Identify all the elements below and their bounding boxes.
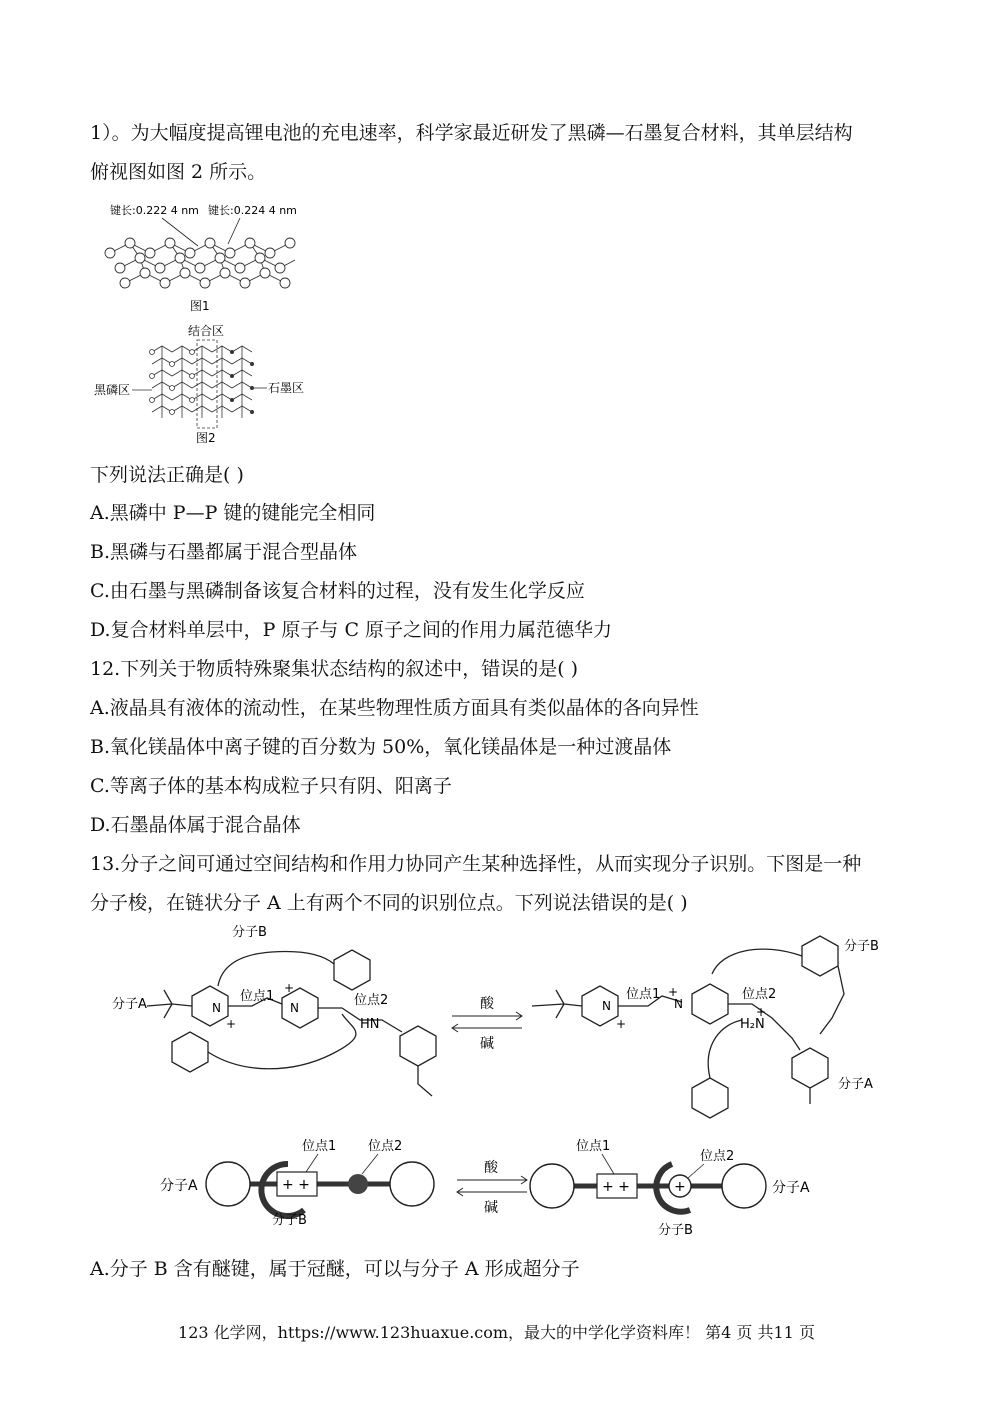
q11-stem-line2: 俯视图如图 2 所示。 <box>90 161 267 183</box>
molecular-shuttle-figure <box>92 924 922 1244</box>
bond-length-label-2: 键长:0.224 4 nm <box>208 204 297 217</box>
page-footer: 123 化学网，https://www.123huaxue.com，最大的中学化学资料库！ 第4 页 共11 页 <box>178 1323 815 1342</box>
site1-label-left: 位点1 <box>240 989 275 1004</box>
molecule-b-label-schematic-left: 分子B <box>272 1213 307 1228</box>
site1-label-right: 位点1 <box>626 987 661 1002</box>
plus-signs-left: + + <box>282 1177 310 1193</box>
hn-label: HN <box>360 1017 380 1032</box>
n-label-right-2: N <box>674 997 683 1011</box>
acid-label-top: 酸 <box>480 996 494 1012</box>
molecule-a-label-right: 分子A <box>838 1077 873 1092</box>
figure-1-caption: 图1 <box>190 299 210 313</box>
q11-option-b: B.黑磷与石墨都属于混合型晶体 <box>90 541 358 563</box>
figure-1-black-phosphorus <box>100 198 310 318</box>
molecule-b-label-left: 分子B <box>232 925 267 940</box>
h2n-label: H₂N <box>740 1017 765 1032</box>
q13-stem-line2: 分子梭，在链状分子 A 上有两个不同的识别位点。下列说法错误的是( ) <box>90 892 688 914</box>
plus-label-right-2: + <box>668 985 679 999</box>
q11-prompt: 下列说法正确是( ) <box>90 464 244 486</box>
acid-label-bottom: 酸 <box>484 1160 498 1176</box>
site1-label-schematic-left: 位点1 <box>302 1139 337 1154</box>
plus-sign-site2: + <box>674 1179 686 1195</box>
bonding-zone-label: 结合区 <box>188 324 225 338</box>
site2-label-schematic-right: 位点2 <box>700 1149 735 1164</box>
molecule-a-label-schematic-left: 分子A <box>160 1178 198 1194</box>
n-label-right-1: N <box>602 999 611 1013</box>
site2-label-left: 位点2 <box>354 993 389 1008</box>
base-label-top: 碱 <box>480 1036 494 1052</box>
n-label-left-1: N <box>212 1001 221 1015</box>
site1-label-schematic-right: 位点1 <box>576 1139 611 1154</box>
plus-label-right-1: + <box>616 1017 627 1031</box>
figure-2-caption: 图2 <box>196 431 216 445</box>
plus-label-right-3: + <box>756 1005 767 1019</box>
molecule-b-label-right: 分子B <box>844 939 879 954</box>
molecule-a-label-left: 分子A <box>112 997 147 1012</box>
q13-stem-line1: 13.分子之间可通过空间结构和作用力协同产生某种选择性，从而实现分子识别。下图是一种 <box>90 853 862 875</box>
q13-option-a: A.分子 B 含有醚键，属于冠醚，可以与分子 A 形成超分子 <box>90 1258 580 1280</box>
q12-option-d: D.石墨晶体属于混合晶体 <box>90 814 301 836</box>
site2-label-right: 位点2 <box>742 987 777 1002</box>
q11-stem-line1: 1）。为大幅度提高锂电池的充电速率，科学家最近研发了黑磷—石墨复合材料，其单层结构 <box>90 122 853 144</box>
bond-length-label-1: 键长:0.222 4 nm <box>110 204 199 217</box>
molecule-b-label-schematic-right: 分子B <box>658 1223 693 1238</box>
q12-stem: 12.下列关于物质特殊聚集状态结构的叙述中，错误的是( ) <box>90 658 579 680</box>
n-label-left-2: N <box>290 1001 299 1015</box>
site2-label-schematic-left: 位点2 <box>368 1139 403 1154</box>
figure-2-composite <box>92 322 322 446</box>
q12-option-c: C.等离子体的基本构成粒子只有阴、阳离子 <box>90 775 452 797</box>
plus-label-left-2: + <box>284 981 295 995</box>
q12-option-b: B.氧化镁晶体中离子键的百分数为 50%，氧化镁晶体是一种过渡晶体 <box>90 736 672 758</box>
base-label-bottom: 碱 <box>484 1200 498 1216</box>
q11-option-d: D.复合材料单层中，P 原子与 C 原子之间的作用力属范德华力 <box>90 619 613 641</box>
q12-option-a: A.液晶具有液体的流动性，在某些物理性质方面具有类似晶体的各向异性 <box>90 697 699 719</box>
graphite-zone-label: 石墨区 <box>268 381 305 395</box>
q11-option-a: A.黑磷中 P—P 键的键能完全相同 <box>90 502 376 524</box>
plus-label-left-1: + <box>226 1017 237 1031</box>
molecule-a-label-schematic-right: 分子A <box>772 1180 810 1196</box>
black-phosphorus-zone-label: 黑磷区 <box>94 383 131 397</box>
plus-signs-right: + + <box>602 1179 630 1195</box>
q11-option-c: C.由石墨与黑磷制备该复合材料的过程，没有发生化学反应 <box>90 580 585 602</box>
